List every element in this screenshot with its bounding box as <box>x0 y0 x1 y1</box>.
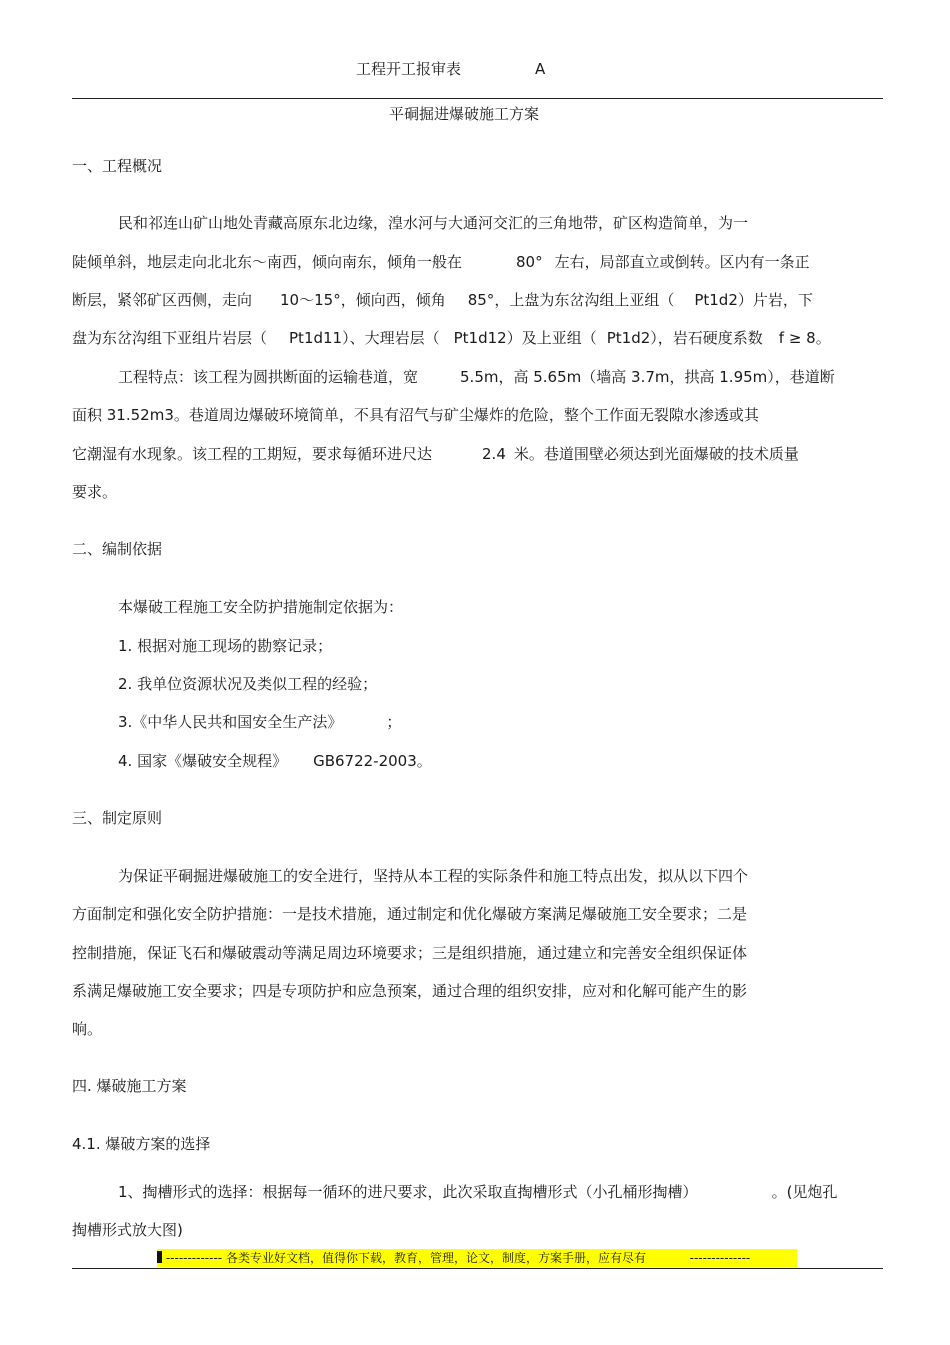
s1-p2-line-2 <box>72 408 759 423</box>
s2-intro: 本爆破工程施工安全防护措施制定依据为： <box>118 598 404 616</box>
s1-p1-line-1 <box>118 216 748 231</box>
text: 民和祁连山矿山地处青藏高原东北边缘，湟水河与大通河交汇的三角地带，矿区构造简单，为一 <box>118 214 749 232</box>
stratum-code: Pt1d2 <box>606 329 651 347</box>
s2-item-1: 1. 根据对施工现场的勘察记录； <box>118 637 333 655</box>
text: ）片岩，下 <box>737 291 813 309</box>
footer-text: 各类专业好文档，值得你下载，教育，管理，论文，制度，方案手册，应有尽有 <box>225 1251 646 1265</box>
section-4-heading: 四. 爆破施工方案 <box>72 1077 187 1095</box>
text: 1、掏槽形式的选择：根据每一循环的进尺要求，此次采取直掏槽形式（小孔桶形掏槽） <box>118 1183 698 1201</box>
section-2-heading: 二、编制依据 <box>72 540 163 558</box>
text: 米。巷道围壁必须达到光面爆破的技术质量 <box>513 445 799 463</box>
s4-line-1 <box>118 1185 837 1200</box>
s3-line-1: 为保证平硐掘进爆破施工的安全进行，坚持从本工程的实际条件和施工特点出发，拟从以下四个 <box>118 867 749 885</box>
document-title: 平硐掘进爆破施工方案 <box>389 105 540 123</box>
stratum-code: Pt1d2 <box>694 291 738 309</box>
hardness-value: f ≥ 8。 <box>778 329 831 347</box>
dip-angle: 80° <box>516 253 543 271</box>
s3-line-4: 系满足爆破施工安全要求；四是专项防护和应急预案，通过合理的组织安排，应对和化解可能产生的影 <box>72 982 748 1000</box>
s1-p2-line-1 <box>118 370 835 385</box>
footer-dashes-right: -------------- <box>689 1251 751 1265</box>
section-1-heading: 一、工程概况 <box>72 157 163 175</box>
s1-p1-line-2 <box>72 255 810 270</box>
text: 。(见炮孔 <box>771 1183 838 1201</box>
s1-p2-line-3 <box>72 447 799 462</box>
footer-marker <box>157 1251 162 1263</box>
subsection-4-1-heading: 4.1. 爆破方案的选择 <box>72 1135 211 1153</box>
s2-item-2: 2. 我单位资源状况及类似工程的经验； <box>118 675 378 693</box>
footer-banner <box>157 1249 797 1267</box>
text: 工程特点：该工程为圆拱断面的运输巷道，宽 <box>118 368 419 386</box>
stratum-code: Pt1d11 <box>289 329 343 347</box>
s2-item-4 <box>118 754 432 769</box>
text: ； <box>386 713 402 731</box>
text: 左右，局部直立或倒转。区内有一条正 <box>554 253 810 271</box>
s3-line-5: 响。 <box>72 1020 103 1038</box>
header-rule <box>72 98 883 99</box>
text: 要求。 <box>72 483 118 501</box>
advance-value: 2.4 <box>482 445 506 463</box>
s1-p2-line-4 <box>72 485 117 500</box>
text: 陡倾单斜，地层走向北北东～南西，倾向南东，倾角一般在 <box>72 253 463 271</box>
stratum-code: Pt1d12 <box>453 329 507 347</box>
text: 面积 31.52m3。巷道周边爆破环境简单，不具有沼气与矿尘爆炸的危险，整个工作面无裂隙水渗透或其 <box>72 406 759 424</box>
form-title: 工程开工报审表 <box>356 60 462 78</box>
s1-p1-line-4 <box>72 331 831 346</box>
text: 盘为东岔沟组下亚组片岩层（ <box>72 329 268 347</box>
form-code: A <box>535 60 546 78</box>
text: ，倾向西，倾角 <box>340 291 446 309</box>
fault-dip: 85° <box>467 291 495 309</box>
s3-line-3: 控制措施，保证飞石和爆破震动等满足周边环境要求；三是组织措施，通过建立和完善安全组织保证体 <box>72 944 748 962</box>
text: 它潮湿有水现象。该工程的工期短，要求每循环进尺达 <box>72 445 433 463</box>
s1-p1-line-3 <box>72 293 813 308</box>
s4-line-2: 掏槽形式放大图) <box>72 1221 183 1239</box>
strike-value: 10～15° <box>280 291 341 309</box>
text: ），岩石硬度系数 <box>650 329 763 347</box>
footer-dashes-left: ------------- <box>165 1251 223 1265</box>
footer-rule <box>72 1268 883 1269</box>
standard-code: GB6722-2003。 <box>313 752 432 770</box>
text: ，上盘为东岔沟组上亚组（ <box>494 291 675 309</box>
dimensions: 5.5m，高 5.65m（墙高 3.7m，拱高 1.95m），巷道断 <box>460 368 835 386</box>
section-3-heading: 三、制定原则 <box>72 809 163 827</box>
text: 3.《中华人民共和国安全生产法》 <box>118 713 343 731</box>
text: ）及上亚组（ <box>506 329 597 347</box>
s2-item-3 <box>118 715 401 730</box>
text: 断层，紧邻矿区西侧，走向 <box>72 291 253 309</box>
text: 4. 国家《爆破安全规程》 <box>118 752 288 770</box>
s3-line-2: 方面制定和强化安全防护措施：一是技术措施，通过制定和优化爆破方案满足爆破施工安全要求；二是 <box>72 905 748 923</box>
text: ）、大理岩层（ <box>342 329 440 347</box>
